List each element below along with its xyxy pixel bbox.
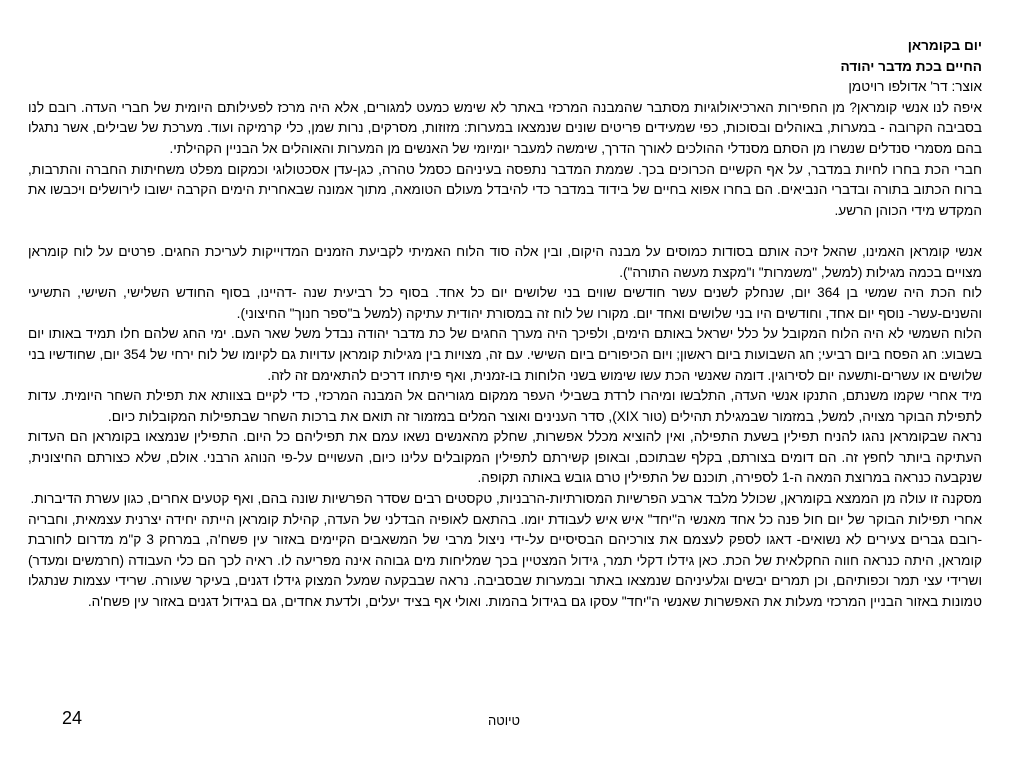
paragraph-solar-calendar: לוח הכת היה שמשי בן 364 יום, שנחלק לשנים עשר חודשים שווים בני שלושים יום כל אחד. בסוף כל רביעית שנה -דהיינו, בסוף החודש השלישי, השישי, התשיעי והשנים-עשר- נוסף יום אחד, וחודשים היו בני שלושים ואחד יום. מקורו של לוח זה במסורת יהודית עתיקה (למשל ב"ספר חנוך" החיצוני). [28, 285, 982, 321]
paragraph-daily-work: אחרי תפילות הבוקר של יום חול פנה כל אחד מאנשי ה"יחד" איש איש לעבודת יומו. בהתאם לאופיה הבדלני של העדה, קהילת קומראן הייתה יחידה יצרנית עצמאית, וחבריה -רובם גברים צעירים לא נשואים- דאגו לספק לעצמם את צורכיהם הבסיסיים על-ידי ניצול מרבי של המשאבים הקיימים באזור עין פשח'ה, במרחק 3 ק"מ מדרום לחורבת קומראן, היתה כנראה חווה החקלאית של הכת. כאן גידלו דקלי תמר, גידול המצטיין בכך שמליחות מים גבוהה אינה מפריעה לו. ראיה לכך הם כלי העבודה (חרמשים ומעדר) ושרידי עצי תמר וכפותיהם, וכן תמרים יבשים וגלעיניהם שנמצאו באתר ובמערות שבסביבה. נראה שבבקעה שמעל המצוק גידלו דגנים, בעיקר שעורה. שרידי עצמות שנתגלו טמונות באזור הבניין המרכזי מעלות את האפשרות שאנשי ה"יחד" עסקו גם בגידול בהמות. ואולי אף בציד יעלים, ולדעת אחדים, גם בגידול דגנים באזור עין פשח'ה. [28, 511, 982, 610]
paragraph-tefillin: נראה שבקומראן נהגו להניח תפילין בשעת התפילה, ואין להוציא מכלל אפשרות, שחלק מהאנשים נשאו עמם את תפיליהם כל היום. התפילין שנמצאו בקומראן הם העדות העתיקה ביותר לחפץ זה. הם דומים בצורתם, בקלף שבתוכם, ובאופן קשירתם לתפילין המקובלים עלינו כיום, העשויים על-פי הנוהג הרבני. אולם, שלא כצורתם החיצונית, שנקבעה כנראה במרוצת המאה ה-1 לספירה, תוכנם של התפילין טרם גובש באותה תקופה. [28, 429, 982, 486]
paragraph-lodging: איפה לנו אנשי קומראן? מן החפירות הארכיאולוגיות מסתבר שהמבנה המרכזי באתר לא שימש כמעט למגורים, אלא היה מרכז לפעילותם היומית של חברי העדה. רובם לנו בסביבה הקרובה - במערות, באוהלים ובסוכות, כפי שמעידים פריטים שונים שנמצאו במערות: מזוזות, מסרקים, נרות שמן, כלי קרמיקה ועוד. מערכת של שבילים, אשר נתגלו בהם מסמרי סנדלים שנשרו מן הסתם מסנדלי ההולכים לאורך הדרך, שימשה למעבר יומיומי של האנשים מן המערות והאוהלים אל הבניין הקהילתי. [28, 99, 982, 156]
paragraph-desert: חברי הכת בחרו לחיות במדבר, על אף הקשיים הכרוכים בכך. שממת המדבר נתפסה בעיניהם כסמל טהרה, כגן-עדן אסכטולוגי וכמקום מפלט משחיתות החברה והתרבות, ברוח הכתוב בתורה ובדברי הנביאים. הם בחרו אפוא בחיים של בידוד במדבר כדי להיבדל מעולם הטומאה, מתוך אמונה שבאחרית הימים הקרבה ישובו לירושלים ויכבשו את המקדש מידי הכוהן הרשע. [28, 161, 982, 218]
document-subtitle: החיים בכת מדבר יהודה [840, 58, 982, 74]
paragraph-spacer [28, 221, 982, 242]
document-title: יום בקומראן [907, 38, 982, 53]
footer-label: טיוטה [488, 713, 520, 728]
page-number: 24 [62, 708, 83, 728]
paragraph-tefillin-conclusion: מסקנה זו עולה מן הממצא בקומראן, שכולל מלבד ארבע הפרשיות המסורתיות-הרבניות, טקסטים רבים שסדר הפרשיות שונה בהם, ואף קטעים אחרים, כגון עשרת הדיברות. [30, 491, 982, 507]
paragraph-morning-prayer: מיד אחרי שקמו משנתם, התנקו אנשי העדה, התלבשו ומיהרו לרדת בשבילי העפר ממקום מגוריהם אל המבנה המרכזי, כדי לקיים בצוותא את תפילת השחר היומית. עדות לתפילת הבוקר מצויה, למשל, במזמור שבמגילת תהילים (טור XIX), סדר הענינים ואוצר המלים במזמור זה תואם את ברכות השחר שבתפילות המקובלות כיום. [28, 388, 982, 424]
curator-line: אוצר: דר' אדולפו רויטמן [848, 79, 982, 95]
paragraph-calendar-intro: אנשי קומראן האמינו, שהאל זיכה אותם בסודות כמוסים על מבנה היקום, ובין אלה סוד הלוח האמיתי לקביעת הזמנים המדוייקות לעריכת החגים. פרטים על לוח קומראן מצויים בכמה מגילות (למשל, "משמרות" ו"מקצת מעשה התורה"). [28, 243, 982, 280]
paragraph-holidays: הלוח השמשי לא היה הלוח המקובל על כלל ישראל באותם הימים, ולפיכך היה מערך החגים של כת מדבר יהודה נבדל משל שאר העם. ימי החג שלהם חלו תמיד באותו יום בשבוע: חג הפסח ביום רביעי; חג השבועות ביום ראשון; ויום הכיפורים ביום השישי. עם זה, מצויות בין מגילות קומראן עדויות גם לקיומו של לוח ירחי של 354 יום, שחודשיו בני שלושים או עשרים-ותשעה יום לסירוגין. דומה שאנשי הכת עשו שימוש בשני הלוחות בו-זמנית, ואף פיתחו דרכים להתאימם זה לזה. [28, 326, 982, 383]
